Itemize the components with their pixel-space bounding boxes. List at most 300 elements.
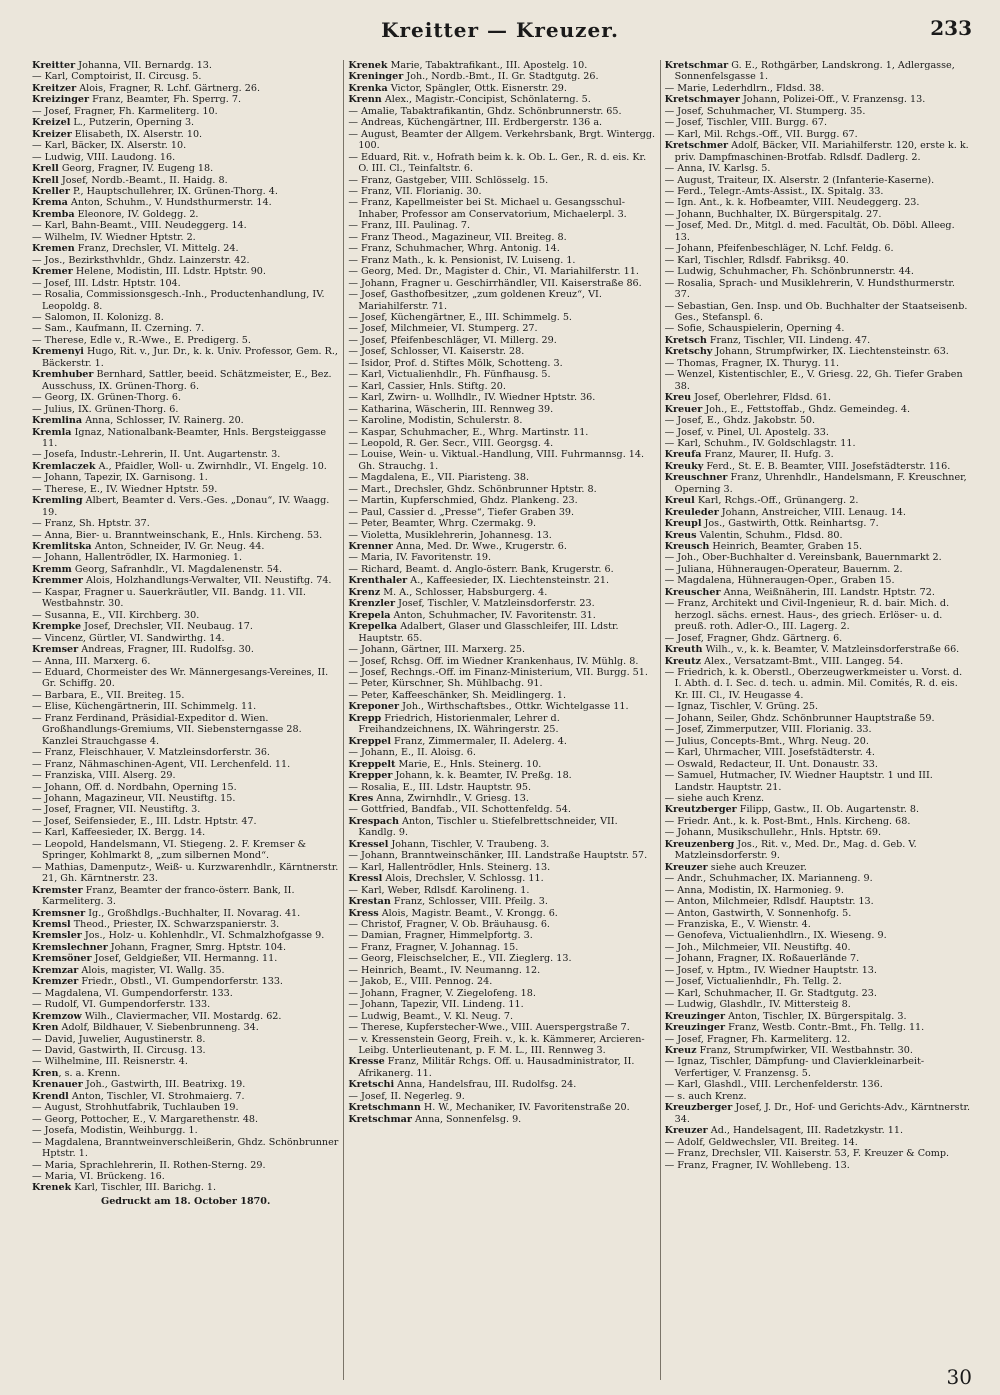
directory-entry [348, 953, 655, 964]
entry-text: — Franz, Architekt und Civil-Ingenieur, R. d. bair. Mich. d. herzogl. sächs. ernest. Haus-, des griech. Erlöser- u. d. preuß. roth. Adler-O., III. Lagerg. 2. [664, 598, 950, 633]
directory-entry [665, 1160, 972, 1171]
entry-surname: Krepelka [348, 621, 398, 633]
entry-text: — Rudolf, VI. Gumpendorferstr. 133. [32, 999, 211, 1011]
directory-entry [32, 621, 339, 632]
directory-entry [348, 564, 655, 575]
entry-text: — Julius, Concepts-Bmt., Whrg. Neug. 20. [664, 735, 869, 747]
entry-surname: Kremsner [32, 907, 86, 919]
entry-text: — Johann, Hallentrödler, IX. Harmonieg. 1. [32, 552, 243, 564]
entry-text: — Karoline, Modistin, Schulerstr. 8. [348, 415, 523, 427]
entry-text: — Richard, Beamt. d. Anglo-österr. Bank, Krugerstr. 6. [348, 563, 614, 575]
directory-entry [665, 117, 972, 128]
entry-text: L., Putzerin, Operning 3. [70, 117, 195, 129]
directory-entry [348, 71, 655, 82]
directory-entry [665, 862, 972, 873]
entry-text: — Karl, Tischler, Rdlsdf. Fabriksg. 40. [664, 254, 849, 266]
directory-entry [665, 976, 972, 987]
directory-entry [348, 976, 655, 987]
directory-entry [665, 724, 972, 735]
entry-text: — Salomon, II. Kolonizg. 8. [32, 311, 164, 323]
entry-surname: Krestan [348, 896, 391, 908]
signature-mark: 30 [946, 1365, 972, 1389]
entry-text: — Johann, Fragner, V. Ziegelofeng. 18. [348, 987, 536, 999]
directory-entry [32, 988, 339, 999]
entry-text: Georg, Fragner, IV. Eugeng 18. [58, 163, 214, 175]
entry-surname: Kressl [348, 873, 383, 885]
directory-entry [348, 1102, 655, 1113]
entry-text: — Josef, Schuhmacher, VI. Stumperg. 35. [664, 105, 866, 117]
directory-entry [32, 461, 339, 472]
entry-surname: Kretschmar [348, 1113, 412, 1125]
directory-entry [32, 1079, 339, 1090]
entry-text: — Josef, III. Ldstr. Hptstr. 104. [32, 277, 181, 289]
directory-entry [348, 186, 655, 197]
entry-text: Karl, Tischler, III. Barichg. 1. [71, 1182, 217, 1194]
entry-text: — Josef, Fragner, Fh. Karmeliterg. 10. [32, 105, 218, 117]
directory-entry [348, 323, 655, 334]
entry-text: Friedrich, Historienmaler, Lehrer d. Freihandzeichnens, IX. Währingerstr. 25. [358, 712, 560, 736]
directory-entry [348, 575, 655, 586]
entry-surname: Kreller [32, 185, 70, 197]
directory-entry [32, 278, 339, 289]
entry-text: — Sofie, Schauspielerin, Operning 4. [664, 323, 845, 335]
directory-entry [665, 301, 972, 324]
entry-text: Alois, magister, VI. Wallg. 35. [78, 964, 225, 976]
directory-entry [348, 484, 655, 495]
entry-text: — Ign. Ant., k. k. Hofbeamter, VIII. Neudeggerg. 23. [664, 197, 920, 209]
directory-entry [32, 323, 339, 334]
entry-text: Adalbert, Glaser und Glasschleifer, III. Ldstr. Hauptstr. 65. [358, 621, 619, 644]
directory-entry [348, 346, 655, 357]
entry-text: — Franz, Kapellmeister bei St. Michael u. Gesangsschul-Inhaber, Professor am Conservatorium, Michaelerpl. 3. [348, 197, 627, 220]
directory-entry [348, 1114, 655, 1125]
entry-text: — Josef, Med. Dr., Mitgl. d. med. Facultät, Ob. Döbl. Alleeg. 13. [664, 220, 955, 243]
entry-surname: Kren [32, 1022, 59, 1034]
directory-entry [348, 129, 655, 152]
entry-text: — Franz, Drechsler, VII. Kaiserstr. 53, F. Kreuzer & Comp. [664, 1148, 950, 1160]
directory-entry [32, 1011, 339, 1022]
entry-text: — Karl, Mil. Rchgs.-Off., VII. Burgg. 67. [664, 128, 858, 140]
directory-entry [32, 747, 339, 758]
entry-text: Victor, Spängler, Ottk. Eisnerstr. 29. [387, 82, 567, 94]
directory-entry [348, 427, 655, 438]
directory-entry [32, 71, 339, 82]
directory-entry [665, 644, 972, 655]
entry-text: Wilh., Claviermacher, VII. Mostardg. 62. [81, 1010, 282, 1022]
entry-text: — Heinrich, Beamt., IV. Neumanng. 12. [348, 964, 541, 976]
directory-entry [32, 106, 339, 117]
directory-entry [348, 804, 655, 815]
entry-text: — Magdalena, Hühneraugen-Oper., Graben 15. [664, 575, 895, 587]
entry-text: G. E., Rothgärber, Landskrong. 1, Adlergasse, Sonnenfelsgasse 1. [674, 60, 955, 83]
entry-surname: Kreuschner [664, 472, 728, 484]
entry-surname: Kremslechner [32, 941, 108, 953]
directory-entry [665, 404, 972, 415]
entry-text: — Rosalia, Commissionsgesch.-Inh., Productenhandlung, IV. Leopoldg. 8. [32, 289, 325, 312]
entry-text: Alex., Versatzamt-Bmt., VIII. Langeg. 54. [701, 655, 904, 667]
entry-text: — Georg, Med. Dr., Magister d. Chir., VI. Mariahilferstr. 11. [348, 266, 639, 278]
entry-surname: Kretsch [664, 334, 707, 346]
entry-surname: Kremsöner [32, 953, 92, 965]
entry-text: — Josef, Fragner, Fh. Karmeliterg. 12. [664, 1033, 851, 1045]
directory-entry [665, 175, 972, 186]
directory-entry [32, 60, 339, 71]
entry-text: Ad., Handelsagent, III. Radetzkystr. 11. [707, 1125, 904, 1137]
entry-text: — Anna, IV. Karlsg. 5. [664, 163, 771, 175]
entry-text: — Johann, E., II. Aloisg. 6. [348, 747, 476, 759]
entry-surname: Kreuzenberg [664, 838, 735, 850]
directory-entry [32, 564, 339, 575]
directory-entry [665, 255, 972, 266]
directory-entry [32, 541, 339, 552]
directory-entry [665, 94, 972, 105]
directory-entry [348, 598, 655, 609]
entry-surname: Kreuer [664, 403, 703, 415]
directory-entry [665, 598, 972, 632]
directory-entry [665, 278, 972, 301]
directory-entry [665, 953, 972, 964]
directory-entry [665, 346, 972, 357]
directory-entry [32, 1068, 339, 1079]
entry-text: Georg, Safranhdlr., VI. Magdalenenstr. 54. [71, 563, 283, 575]
directory-entry [665, 575, 972, 586]
directory-entry [665, 530, 972, 541]
directory-entry [32, 908, 339, 919]
directory-entry [665, 83, 972, 94]
entry-text: — Franz, III. Paulinag. 7. [348, 220, 471, 232]
entry-text: — s. auch Krenz. [664, 1090, 747, 1102]
entry-text: — August, Strohhutfabrik, Tuchlauben 19. [32, 1102, 239, 1114]
entry-surname: Kres [348, 793, 374, 804]
entry-text: — Johann, Buchhalter, IX. Bürgerspitalg. 27. [664, 208, 882, 220]
directory-entry [665, 266, 972, 277]
entry-text: — Genofeva, Victualienhdlrn., IX. Wieseng. 9. [664, 930, 887, 942]
entry-text: Johann, k. k. Beamter, IV. Preßg. 18. [392, 770, 572, 782]
entry-text: — Isidor, Prof. d. Stiftes Mölk, Schotteng. 3. [348, 357, 563, 369]
entry-text: Anna, Zwirnhdlr., V. Griesg. 13. [373, 793, 529, 804]
directory-entry [665, 220, 972, 243]
entry-text: Karl, Rchgs.-Off., Grünangerg. 2. [694, 495, 859, 507]
entry-text: — Johann, Magazineur, VII. Neustiftg. 15. [32, 793, 236, 804]
directory-entry [665, 999, 972, 1010]
directory-entry [32, 656, 339, 667]
entry-surname: Krendl [32, 1090, 69, 1102]
entry-surname: Kreuzberger [664, 1102, 733, 1114]
entry-text: — Josef, Tischler, VIII. Burgg. 67. [664, 117, 827, 129]
entry-text: Anton, Tischler, VI. Strohmaierg. 7. [68, 1090, 245, 1102]
entry-text: — Johann, Seiler, Ghdz. Schönbrunner Hauptstraße 59. [664, 712, 935, 724]
directory-entry [32, 644, 339, 655]
entry-text: — Wilhelm, IV. Wiedner Hptstr. 2. [32, 231, 196, 243]
entry-text: — Andr., Schuhmacher, IX. Marianneng. 9. [664, 873, 873, 885]
directory-entry [665, 197, 972, 208]
entry-text: — David, Juwelier, Augustinerstr. 8. [32, 1033, 206, 1045]
entry-surname: Kreul [664, 495, 695, 507]
entry-surname: Kremhuber [32, 369, 94, 381]
directory-entry [665, 1056, 972, 1079]
entry-text: — Eduard, Rit. v., Hofrath beim k. k. Ob. L. Ger., R. d. eis. Kr. O. III. Cl., Teinfaltstr. 6. [348, 151, 647, 175]
directory-entry [348, 770, 655, 781]
entry-text: Elisabeth, IX. Alserstr. 10. [71, 128, 203, 140]
entry-surname: Kressel [348, 838, 389, 850]
directory-entry [348, 438, 655, 449]
entry-text: Johann, Tischler, V. Traubeng. 3. [388, 838, 550, 850]
entry-text: — Johann, Fragner, IX. Roßauerlände 7. [664, 953, 860, 965]
directory-entry [32, 243, 339, 254]
directory-entry [665, 1125, 972, 1136]
directory-entry [665, 472, 972, 495]
entry-text: Alois, Holzhandlungs-Verwalter, VII. Neustiftg. 74. [82, 575, 332, 587]
directory-entry [348, 94, 655, 105]
directory-entry [665, 747, 972, 758]
directory-entry [348, 175, 655, 186]
entry-surname: Kreuz [664, 1044, 697, 1056]
entry-text: Anna, Sonnenfelsg. 9. [411, 1113, 522, 1125]
entry-text: — Josef, II. Negerleg. 9. [348, 1090, 465, 1102]
entry-text: Alex., Magistr.-Concipist, Schönlaterng. 5. [381, 94, 591, 106]
directory-entry [32, 1114, 339, 1125]
entry-text: — Jakob, E., VIII. Pennog. 24. [348, 976, 493, 988]
entry-text: — Maria, VI. Brückeng. 16. [32, 1170, 165, 1182]
directory-entry [348, 507, 655, 518]
entry-surname: Krenz [348, 586, 381, 598]
directory-entry [32, 495, 339, 518]
entry-text: — Therese, E., IV. Wiedner Hptstr. 59. [32, 483, 218, 495]
directory-entry [32, 255, 339, 266]
entry-surname: Kremlaczek [32, 460, 96, 472]
entry-text: — Johann, Branntweinschänker, III. Landstraße Hauptstr. 57. [348, 850, 648, 862]
directory-entry [348, 690, 655, 701]
entry-text: — Josef, v. Pinel, Ul. Apostelg. 33. [664, 426, 829, 438]
entry-surname: Kretschmann [348, 1102, 421, 1114]
entry-surname: Kreupl [664, 518, 702, 530]
directory-entry [348, 736, 655, 747]
entry-text: Ferd., St. E. B. Beamter, VIII. Josefstädterstr. 116. [703, 460, 951, 472]
directory-entry [348, 197, 655, 220]
entry-text: — Georg, Pottocher, E., V. Margarethenstr. 48. [32, 1113, 259, 1125]
entry-text: — Louise, Wein- u. Viktual.-Handlung, VIII. Fuhrmannsg. 14. Gh. Strauchg. 1. [348, 449, 645, 472]
directory-entry [665, 827, 972, 838]
directory-entry [32, 1102, 339, 1113]
entry-text: — Violetta, Musiklehrerin, Johannesg. 13. [348, 529, 552, 541]
entry-text: — Mathias, Damenputz-, Weiß- u. Kurzwarenhdlr., Kärntnerstr. 21, Gh. Kärntnerstr. 23. [32, 861, 339, 885]
entry-text: , s. a. Krenn. [58, 1067, 121, 1079]
directory-entry [32, 575, 339, 586]
column-2 [343, 60, 659, 1380]
directory-entry [32, 1091, 339, 1102]
entry-surname: Kremzar [32, 964, 79, 976]
entry-text: — Christof, Fragner, V. Ob. Bräuhausg. 6. [348, 918, 550, 930]
directory-entry [665, 129, 972, 140]
entry-text: — Andreas, Küchengärtner, III. Erdbergerstr. 136 a. [348, 117, 603, 129]
entry-text: — Josef, Milchmeier, VI. Stumperg. 27. [348, 323, 538, 335]
entry-text: — Johann, Off. d. Nordbahn, Operning 15. [32, 781, 237, 793]
entry-text: — Franz Theod., Magazineur, VII. Breiteg. 8. [348, 231, 567, 243]
directory-entry [348, 610, 655, 621]
directory-entry [348, 449, 655, 472]
directory-entry [665, 736, 972, 747]
directory-entry [665, 1102, 972, 1125]
entry-text: Anna, Med. Dr. Wwe., Krugerstr. 6. [392, 541, 567, 553]
entry-text: Franz, Maurer, II. Hufg. 3. [701, 449, 834, 461]
entry-text: Bernhard, Sattler, beeid. Schätzmeister, E., Bez. Ausschuss, IX. Grünen-Thorg. 6. [42, 369, 332, 392]
entry-text: H. W., Mechaniker, IV. Favoritenstraße 20. [420, 1102, 630, 1114]
column-1 [28, 60, 343, 1380]
directory-entry [665, 965, 972, 976]
entry-surname: Kretschmer [664, 140, 729, 152]
directory-entry [348, 472, 655, 483]
entry-surname: Kremlitska [32, 541, 92, 553]
directory-entry [348, 862, 655, 873]
directory-entry [665, 1148, 972, 1159]
print-date-note: Gedruckt am 18. October 1870. [101, 1195, 271, 1207]
entry-text: — Leopold, R. Ger. Secr., VIII. Georgsg. 4. [348, 437, 554, 449]
directory-entry [32, 1045, 339, 1056]
directory-entry [32, 690, 339, 701]
entry-text: — Josef, Victualienhdlr., Fh. Tellg. 2. [664, 976, 842, 988]
entry-text: — Georg, IX. Grünen-Thorg. 6. [32, 392, 182, 404]
entry-text: — Ludwig, Schuhmacher, Fh. Schönbrunnerstr. 44. [664, 266, 914, 278]
directory-entry [348, 220, 655, 231]
entry-text: — Samuel, Hutmacher, IV. Wiedner Hauptstr. 1 und III. Landstr. Hauptstr. 21. [664, 770, 933, 793]
directory-entry [32, 793, 339, 804]
entry-text: — Rosalia, Sprach- und Musiklehrerin, V. Hundsthurmerstr. 37. [664, 277, 955, 301]
directory-entry [665, 667, 972, 701]
entry-text: — Martin, Kupferschmied, Ghdz. Plankeng. 23. [348, 495, 578, 507]
entry-text: — Josefa, Modistin, Weihburgg. 1. [32, 1125, 198, 1137]
entry-text: — Therese, Edle v., R.-Wwe., E. Predigerg. 5. [32, 334, 251, 346]
entry-text: Johann, Anstreicher, VIII. Lenaug. 14. [718, 506, 906, 518]
entry-surname: Krepp [348, 712, 382, 724]
directory-entry [348, 873, 655, 884]
entry-text: — Anna, Bier- u. Branntweinschank, E., Hnls. Kircheng. 53. [32, 529, 323, 541]
entry-text: — Karl, Schuhm., IV. Goldschlagstr. 11. [664, 437, 856, 449]
entry-text: — Anton, Gastwirth, V. Sonnenhofg. 5. [664, 907, 852, 919]
directory-entry [665, 392, 972, 403]
directory-entry [665, 163, 972, 174]
entry-surname: Kremmer [32, 575, 83, 587]
directory-entry [665, 461, 972, 472]
directory-entry [348, 415, 655, 426]
entry-text: — Damian, Fragner, Himmelpfortg. 3. [348, 930, 533, 942]
entry-text: — Josef, Fragner, VII. Neustiftg. 3. [32, 804, 201, 816]
entry-text: — Karl, Hallentrödler, Hnls. Steinerg. 13. [348, 861, 551, 873]
directory-entry [665, 1091, 972, 1102]
directory-entry [348, 1091, 655, 1102]
directory-entry [32, 289, 339, 312]
entry-text: — Karl, Schuhmacher, II. Gr. Stadtgutg. 23. [664, 987, 877, 999]
directory-entry [32, 1160, 339, 1171]
entry-text: Franz, Beamter der franco-österr. Bank, II. Karmeliterg. 3. [42, 884, 295, 908]
directory-entry [665, 1045, 972, 1056]
entry-text: — Wilhelmine, III. Reisnerstr. 4. [32, 1056, 188, 1068]
entry-text: Franz, Schlosser, VIII. Pfeilg. 3. [390, 896, 548, 908]
directory-entry [32, 404, 339, 415]
entry-surname: Kreuth [664, 644, 703, 656]
directory-entry [665, 323, 972, 334]
entry-text: — Josef, Zimmerputzer, VIII. Florianig. 33. [664, 724, 872, 736]
entry-surname: Kremzer [32, 976, 79, 988]
entry-text: — Oswald, Redacteur, II. Unt. Donaustr. 33. [664, 758, 878, 770]
directory-entry [665, 873, 972, 884]
directory-entry [32, 1125, 339, 1136]
entry-surname: Kremsler [32, 930, 82, 942]
entry-surname: Krema [32, 197, 68, 209]
directory-entry [665, 816, 972, 827]
page-number: 233 [930, 16, 972, 40]
entry-text: Jos., Rit. v., Med. Dr., Mag. d. Geb. V. Matzleinsdorferstr. 9. [674, 838, 917, 862]
entry-text: Heinrich, Beamter, Graben 15. [709, 541, 862, 553]
entry-text: — Franz, VII. Florianig. 30. [348, 185, 482, 197]
entry-text: — August, Traiteur, IX. Alserstr. 2 (Infanterie-Kaserne). [664, 174, 935, 186]
entry-surname: Krenauer [32, 1079, 83, 1091]
directory-entry [348, 839, 655, 850]
entry-text: Anna, Handelsfrau, III. Rudolfsg. 24. [394, 1079, 577, 1091]
directory-entry [348, 1034, 655, 1057]
entry-text: — Franz, Schuhmacher, Whrg. Antonig. 14. [348, 243, 560, 255]
directory-entry [665, 885, 972, 896]
directory-entry [665, 633, 972, 644]
directory-entry [32, 667, 339, 690]
directory-entry [665, 186, 972, 197]
entry-text: Ignaz, Nationalbank-Beamter, Hnls. Bergsteiggasse 11. [42, 426, 327, 449]
entry-text: Wilh., v., k. k. Beamter, V. Matzleinsdorferstraße 66. [702, 644, 960, 656]
entry-text: — Josef, Rechngs.-Off. im Finanz-Ministerium, VII. Burgg. 51. [348, 667, 648, 679]
entry-surname: Kresse [348, 1056, 385, 1068]
entry-surname: Kreusch [664, 541, 710, 553]
directory-entry [32, 186, 339, 197]
directory-entry [32, 1137, 339, 1160]
entry-text: Joh., Wirthschaftsbes., Ottkr. Wichtelgasse 11. [399, 701, 629, 713]
entry-text: — Friedr. Ant., k. k. Post-Bmt., Hnls. Kircheng. 68. [664, 815, 911, 827]
entry-text: — Therese, Kupferstecher-Wwe., VIII. Auerspergstraße 7. [348, 1022, 630, 1034]
entry-text: Albert, Beamter d. Vers.-Ges. „Donau“, IV. Waagg. 19. [42, 495, 330, 518]
directory-entry [32, 839, 339, 862]
entry-text: — David, Gastwirth, II. Circusg. 13. [32, 1044, 206, 1056]
entry-text: — Franz, Fleischhauer, V. Matzleinsdorferstr. 36. [32, 747, 270, 759]
directory-entry [348, 942, 655, 953]
directory-entry [348, 908, 655, 919]
entry-surname: Krenzler [348, 598, 396, 610]
directory-entry [348, 656, 655, 667]
entry-text: — Juliana, Hühneraugen-Operateur, Bauernm. 2. [664, 563, 903, 575]
directory-entry [32, 782, 339, 793]
entry-text: — Karl, Weber, Rdlsdf. Karolineng. 1. [348, 884, 530, 896]
directory-entry [665, 908, 972, 919]
entry-text: Alois, Drechsler, V. Schlossg. 11. [382, 873, 544, 885]
directory-entry [348, 335, 655, 346]
directory-entry [348, 919, 655, 930]
directory-entry [32, 953, 339, 964]
entry-text: — Gottfried, Bandfab., VII. Schottenfeldg. 54. [348, 804, 571, 816]
entry-text: — Josef, Fragner, Ghdz. Gärtnerg. 6. [664, 632, 843, 644]
entry-text: Johanna, VII. Bernardg. 13. [75, 60, 212, 71]
entry-text: — Kaspar, Schuhmacher, E., Whrg. Martinstr. 11. [348, 426, 589, 438]
entry-text: Franz, Zimmermaler, II. Adelerg. 4. [391, 735, 567, 747]
entry-text: Marie, E., Hnls. Steinerg. 10. [395, 758, 542, 770]
entry-text: — Mart., Drechsler, Ghdz. Schönbrunner Hptstr. 8. [348, 483, 597, 495]
entry-text: — Ignaz, Tischler, V. Grüng. 25. [664, 701, 819, 713]
directory-entry [348, 530, 655, 541]
directory-entry [348, 701, 655, 712]
directory-entry [665, 713, 972, 724]
entry-surname: Kreuzinger [664, 1010, 726, 1022]
entry-text: Josef, Tischler, V. Matzleinsdorferstr. 23. [395, 598, 595, 610]
directory-entry [32, 827, 339, 838]
entry-text: — Wenzel, Kistentischler, E., V. Griesg. 22, Gh. Tiefer Graben 38. [664, 369, 963, 392]
entry-text: — Johann, Gärtner, III. Marxerg. 25. [348, 644, 526, 656]
entry-text: — Johann, Pfeifenbeschläger, N. Lchf. Feldg. 6. [664, 243, 894, 255]
